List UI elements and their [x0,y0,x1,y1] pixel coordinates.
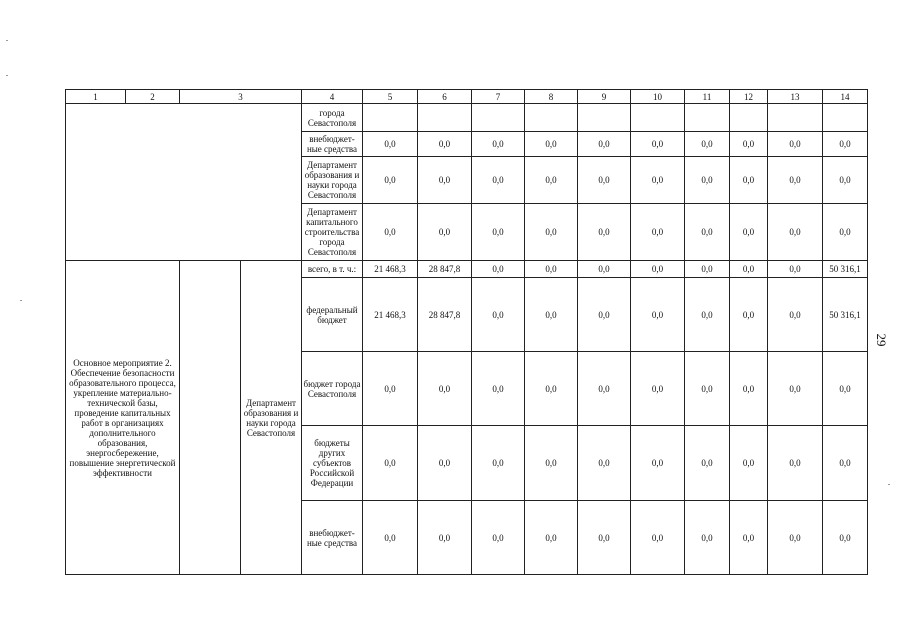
value-cell: 0,0 [578,278,631,352]
value-cell: 0,0 [823,157,868,204]
value-cell: 0,0 [418,426,472,501]
table-row [66,261,868,278]
header-cell: 13 [768,90,823,104]
table-row [66,104,868,132]
header-cell: 7 [472,90,525,104]
value-cell: 0,0 [768,426,823,501]
value-cell: 0,0 [631,352,685,426]
value-cell: 0,0 [823,352,868,426]
value-cell: 28 847,8 [418,278,472,352]
value-cell: 0,0 [685,132,730,157]
value-cell: 0,0 [631,261,685,278]
header-cell: 3 [180,90,302,104]
source-cell: Департамент образования и науки города Севастополя [302,157,363,204]
value-cell: 0,0 [631,157,685,204]
value-cell: 0,0 [363,352,418,426]
value-cell: 0,0 [418,352,472,426]
value-cell: 0,0 [730,157,768,204]
value-cell: 0,0 [472,157,525,204]
value-cell: 0,0 [685,501,730,575]
measure-name-cell: Основное мероприятие 2. Обеспечение безопасности образовательного процесса, укрепление материально-технической базы, проведение капитальных работ в организациях дополнительного образования, энергосбережение, повышение энергетической эффективности [66,261,180,575]
value-cell: 0,0 [768,204,823,261]
value-cell: 0,0 [472,501,525,575]
blank-cell [180,261,241,575]
value-cell: 0,0 [418,204,472,261]
value-cell: 50 316,1 [823,261,868,278]
value-cell: 0,0 [768,278,823,352]
value-cell: 0,0 [730,278,768,352]
source-cell: внебюджет-ные средства [302,501,363,575]
header-cell: 2 [126,90,180,104]
header-cell: 6 [418,90,472,104]
value-cell: 0,0 [730,352,768,426]
value-cell [823,104,868,132]
value-cell: 0,0 [525,278,578,352]
value-cell: 0,0 [823,426,868,501]
value-cell: 0,0 [631,204,685,261]
value-cell: 28 847,8 [418,261,472,278]
value-cell: 0,0 [631,278,685,352]
value-cell: 0,0 [578,426,631,501]
scan-speck [6,40,8,41]
value-cell: 21 468,3 [363,278,418,352]
source-cell: города Севастополя [302,104,363,132]
value-cell [685,104,730,132]
value-cell [768,104,823,132]
header-cell: 9 [578,90,631,104]
value-cell: 50 316,1 [823,278,868,352]
value-cell: 0,0 [631,132,685,157]
value-cell: 0,0 [363,157,418,204]
value-cell: 21 468,3 [363,261,418,278]
value-cell [578,104,631,132]
value-cell: 0,0 [578,261,631,278]
value-cell [363,104,418,132]
value-cell [472,104,525,132]
value-cell: 0,0 [578,501,631,575]
value-cell: 0,0 [363,204,418,261]
header-cell: 5 [363,90,418,104]
value-cell: 0,0 [685,157,730,204]
value-cell: 0,0 [472,261,525,278]
value-cell: 0,0 [418,501,472,575]
header-cell: 1 [66,90,126,104]
source-cell: всего, в т. ч.: [302,261,363,278]
source-cell: бюджеты других субъектов Российской Федерации [302,426,363,501]
value-cell: 0,0 [472,204,525,261]
source-cell: федеральный бюджет [302,278,363,352]
value-cell: 0,0 [631,501,685,575]
header-cell: 8 [525,90,578,104]
value-cell: 0,0 [578,352,631,426]
value-cell: 0,0 [730,426,768,501]
value-cell: 0,0 [472,278,525,352]
value-cell: 0,0 [418,157,472,204]
budget-table [65,89,868,575]
value-cell: 0,0 [768,157,823,204]
value-cell: 0,0 [730,204,768,261]
value-cell: 0,0 [685,278,730,352]
value-cell: 0,0 [578,204,631,261]
value-cell: 0,0 [685,352,730,426]
value-cell: 0,0 [730,132,768,157]
scan-speck [888,484,890,485]
value-cell: 0,0 [525,426,578,501]
source-cell: Департамент капитального строительства города Севастополя [302,204,363,261]
value-cell: 0,0 [363,132,418,157]
value-cell: 0,0 [472,352,525,426]
value-cell: 0,0 [685,426,730,501]
value-cell: 0,0 [525,157,578,204]
value-cell: 0,0 [730,501,768,575]
source-cell: внебюджет-ные средства [302,132,363,157]
value-cell: 0,0 [768,261,823,278]
value-cell: 0,0 [685,261,730,278]
value-cell: 0,0 [525,204,578,261]
value-cell: 0,0 [631,426,685,501]
header-cell: 10 [631,90,685,104]
value-cell: 0,0 [823,132,868,157]
value-cell: 0,0 [768,501,823,575]
page-number: 29 [874,333,889,347]
scan-speck [20,300,22,301]
value-cell: 0,0 [525,132,578,157]
value-cell: 0,0 [730,261,768,278]
value-cell: 0,0 [418,132,472,157]
header-cell: 4 [302,90,363,104]
value-cell: 0,0 [363,426,418,501]
header-cell: 11 [685,90,730,104]
value-cell [525,104,578,132]
value-cell: 0,0 [525,501,578,575]
value-cell: 0,0 [578,157,631,204]
value-cell: 0,0 [823,501,868,575]
header-cell: 14 [823,90,868,104]
source-cell: бюджет города Севастополя [302,352,363,426]
value-cell: 0,0 [472,132,525,157]
header-row [66,90,868,104]
value-cell [631,104,685,132]
value-cell: 0,0 [768,352,823,426]
value-cell [730,104,768,132]
value-cell: 0,0 [823,204,868,261]
value-cell: 0,0 [685,204,730,261]
value-cell: 0,0 [472,426,525,501]
value-cell [418,104,472,132]
value-cell: 0,0 [363,501,418,575]
merged-blank-cell [66,104,302,261]
value-cell: 0,0 [768,132,823,157]
executor-cell: Департамент образования и науки города Севастополя [241,261,302,575]
header-cell: 12 [730,90,768,104]
value-cell: 0,0 [525,261,578,278]
scan-speck [6,75,8,76]
value-cell: 0,0 [525,352,578,426]
value-cell: 0,0 [578,132,631,157]
